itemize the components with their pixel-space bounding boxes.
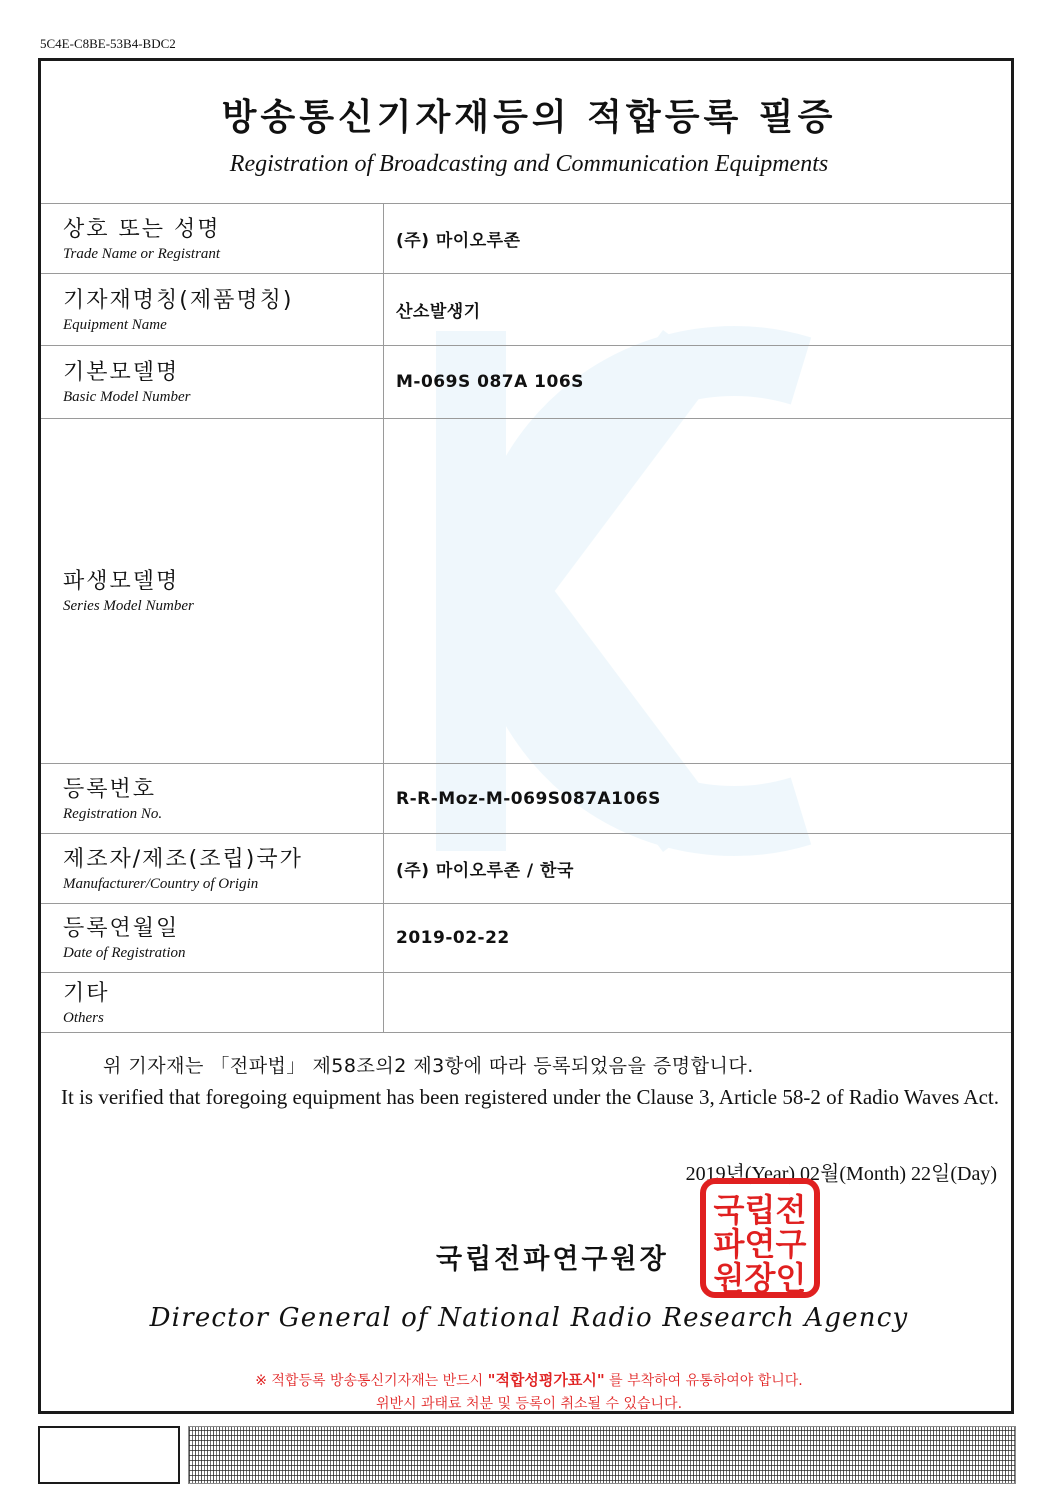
row-registration-no [41, 764, 1011, 834]
certificate-title-kr: 방송통신기자재등의 적합등록 필증 [221, 97, 837, 138]
others-value [384, 973, 1012, 1033]
svg-text:파: 파 [713, 1225, 745, 1263]
notice-line-2: 위반시 과태료 처분 및 등록이 취소될 수 있습니다. [375, 1396, 683, 1412]
row-manufacturer [41, 834, 1011, 904]
series-model-label-kr: 파생모델명 [63, 569, 180, 594]
stub-box [38, 1426, 180, 1484]
notice-1-prefix: ※ 적합등록 방송통신기자재는 반드시 [255, 1373, 484, 1389]
certificate-title-en: Registration of Broadcasting and Communication Equipments [229, 151, 829, 177]
svg-text:장: 장 [744, 1259, 776, 1297]
row-others [41, 973, 1011, 1033]
svg-text:전: 전 [775, 1191, 807, 1229]
others-label-en: Others [63, 1009, 104, 1026]
registration-date-value: 2019-02-22 [384, 904, 1012, 973]
series-model-value [384, 419, 1012, 764]
document-id: 5C4E-C8BE-53B4-BDC2 [40, 36, 176, 51]
registration-no-label-kr: 등록번호 [63, 776, 157, 802]
basic-model-value: M-069S 087A 106S [384, 346, 1012, 419]
notice-line-1 [41, 1369, 1014, 1390]
svg-text:국: 국 [713, 1191, 745, 1229]
others-label-kr: 기타 [63, 980, 110, 1006]
trade-name-label-en: Trade Name or Registrant [63, 245, 221, 262]
equipment-name-label-kr: 기자재명칭(제품명칭) [63, 287, 294, 313]
registration-date-label-kr: 등록연월일 [63, 916, 180, 941]
svg-text:원: 원 [713, 1259, 745, 1297]
manufacturer-label-en: Manufacturer/Country of Origin [63, 875, 259, 892]
row-basic-model [41, 346, 1011, 419]
manufacturer-value: (주) 마이오루존 / 한국 [384, 834, 1012, 904]
basic-model-label-en: Basic Model Number [63, 389, 191, 405]
row-registration-date [41, 904, 1011, 973]
registration-no-label-en: Registration No. [63, 805, 163, 822]
trade-name-value: (주) 마이오루존 [384, 204, 1012, 274]
row-equipment-name [41, 274, 1011, 346]
certificate-frame [38, 58, 1014, 1414]
notice-1-suffix: 를 부착하여 유통하여야 합니다. [609, 1373, 803, 1389]
basic-model-label-kr: 기본모델명 [63, 360, 180, 385]
registration-info-table [41, 203, 1011, 1033]
official-seal-icon [699, 1177, 821, 1299]
svg-text:인: 인 [775, 1259, 807, 1297]
manufacturer-label-kr: 제조자/제조(조립)국가 [63, 846, 303, 872]
svg-text:연: 연 [744, 1225, 776, 1263]
registration-date-label-en: Date of Registration [63, 945, 186, 961]
certification-statement-kr: 위 기자재는 「전파법」 제58조의2 제3항에 따라 등록되었음을 증명합니다. [103, 1055, 754, 1077]
equipment-name-value: 산소발생기 [384, 274, 1012, 346]
issuer-name-kr: 국립전파연구원장 [436, 1244, 669, 1275]
row-trade-name [41, 204, 1011, 274]
row-series-model [41, 419, 1011, 764]
series-model-label-en: Series Model Number [63, 598, 194, 614]
certification-statement-en: It is verified that foregoing equipment has been registered under the Clause 3, Article 58-2 of Radio Waves Act. [61, 1085, 999, 1109]
notice-1-emphasis: "적합성평가표시" [487, 1371, 605, 1389]
svg-text:립: 립 [744, 1191, 776, 1229]
registration-no-value: R-R-Moz-M-069S087A106S [384, 764, 1012, 834]
trade-name-label-kr: 상호 또는 성명 [63, 216, 221, 242]
issuer-name-en: Director General of National Radio Research Agency [149, 1303, 909, 1333]
security-barcode [188, 1426, 1016, 1484]
equipment-name-label-en: Equipment Name [63, 316, 167, 333]
issue-date: 2019년(Year) 02월(Month) 22일(Day) [685, 1163, 997, 1185]
svg-text:구: 구 [775, 1225, 807, 1263]
